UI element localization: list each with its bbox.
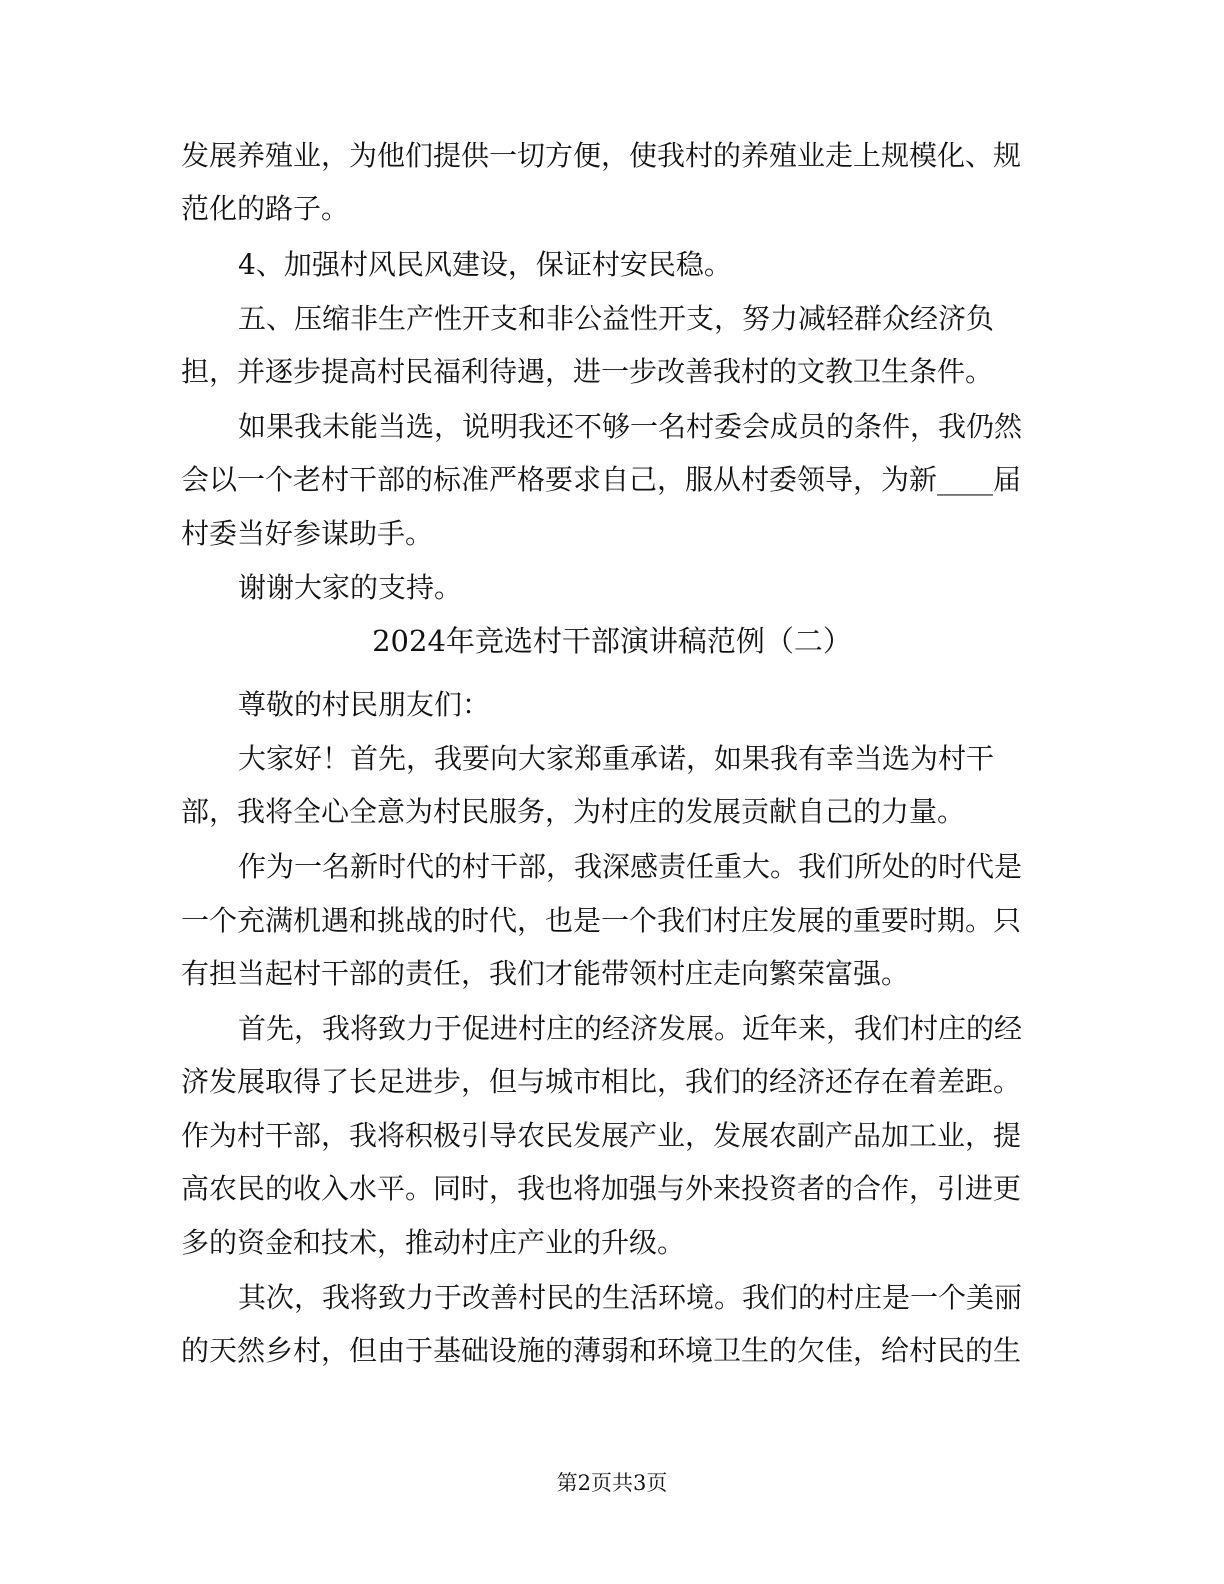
text-line: 有担当起村干部的责任，我们才能带领村庄走向繁荣富强。	[181, 957, 910, 990]
page-footer: 第2页共3页	[556, 1471, 668, 1495]
text-line: 作为村干部，我将积极引导农民发展产业，发展农副产品加工业，提	[181, 1119, 1022, 1152]
text-line: 首先，我将致力于促进村庄的经济发展。近年来，我们村庄的经	[238, 1012, 1023, 1045]
section-title: 2024年竞选村干部演讲稿范例（二）	[372, 624, 852, 658]
text-line: 村委当好参谋助手。	[181, 517, 434, 550]
text-line: 大家好！首先，我要向大家郑重承诺，如果我有幸当选为村干	[238, 742, 995, 775]
text-line: 高农民的收入水平。同时，我也将加强与外来投资者的合作，引进更	[181, 1172, 1022, 1205]
text-line: 济发展取得了长足进步，但与城市相比，我们的经济还存在着差距。	[181, 1065, 1022, 1098]
text-line: 多的资金和技术，推动村庄产业的升级。	[181, 1226, 686, 1259]
text-line: 担，并逐步提高村民福利待遇，进一步改善我村的文教卫生条件。	[181, 355, 994, 388]
text-line: 如果我未能当选，说明我还不够一名村委会成员的条件，我仍然	[238, 410, 1023, 443]
text-line: 发展养殖业，为他们提供一切方便，使我村的养殖业走上规模化、规	[181, 139, 1022, 172]
text-line: 会以一个老村干部的标准严格要求自己，服从村委领导，为新____届	[181, 463, 1022, 496]
text-line: 一个充满机遇和挑战的时代，也是一个我们村庄发展的重要时期。只	[181, 904, 1022, 937]
text-line: 作为一名新时代的村干部，我深感责任重大。我们所处的时代是	[238, 850, 1023, 883]
text-line: 尊敬的村民朋友们：	[238, 688, 491, 721]
text-line: 的天然乡村，但由于基础设施的薄弱和环境卫生的欠佳，给村民的生	[181, 1334, 1022, 1367]
text-line: 范化的路子。	[181, 192, 350, 225]
text-line: 其次，我将致力于改善村民的生活环境。我们的村庄是一个美丽	[238, 1281, 1023, 1314]
text-line: 4、加强村风民风建设，保证村安民稳。	[238, 248, 732, 281]
text-line: 五、压缩非生产性开支和非公益性开支，努力减轻群众经济负	[238, 302, 995, 335]
text-line: 部，我将全心全意为村民服务，为村庄的发展贡献自己的力量。	[181, 795, 966, 828]
text-line: 谢谢大家的支持。	[238, 571, 463, 604]
